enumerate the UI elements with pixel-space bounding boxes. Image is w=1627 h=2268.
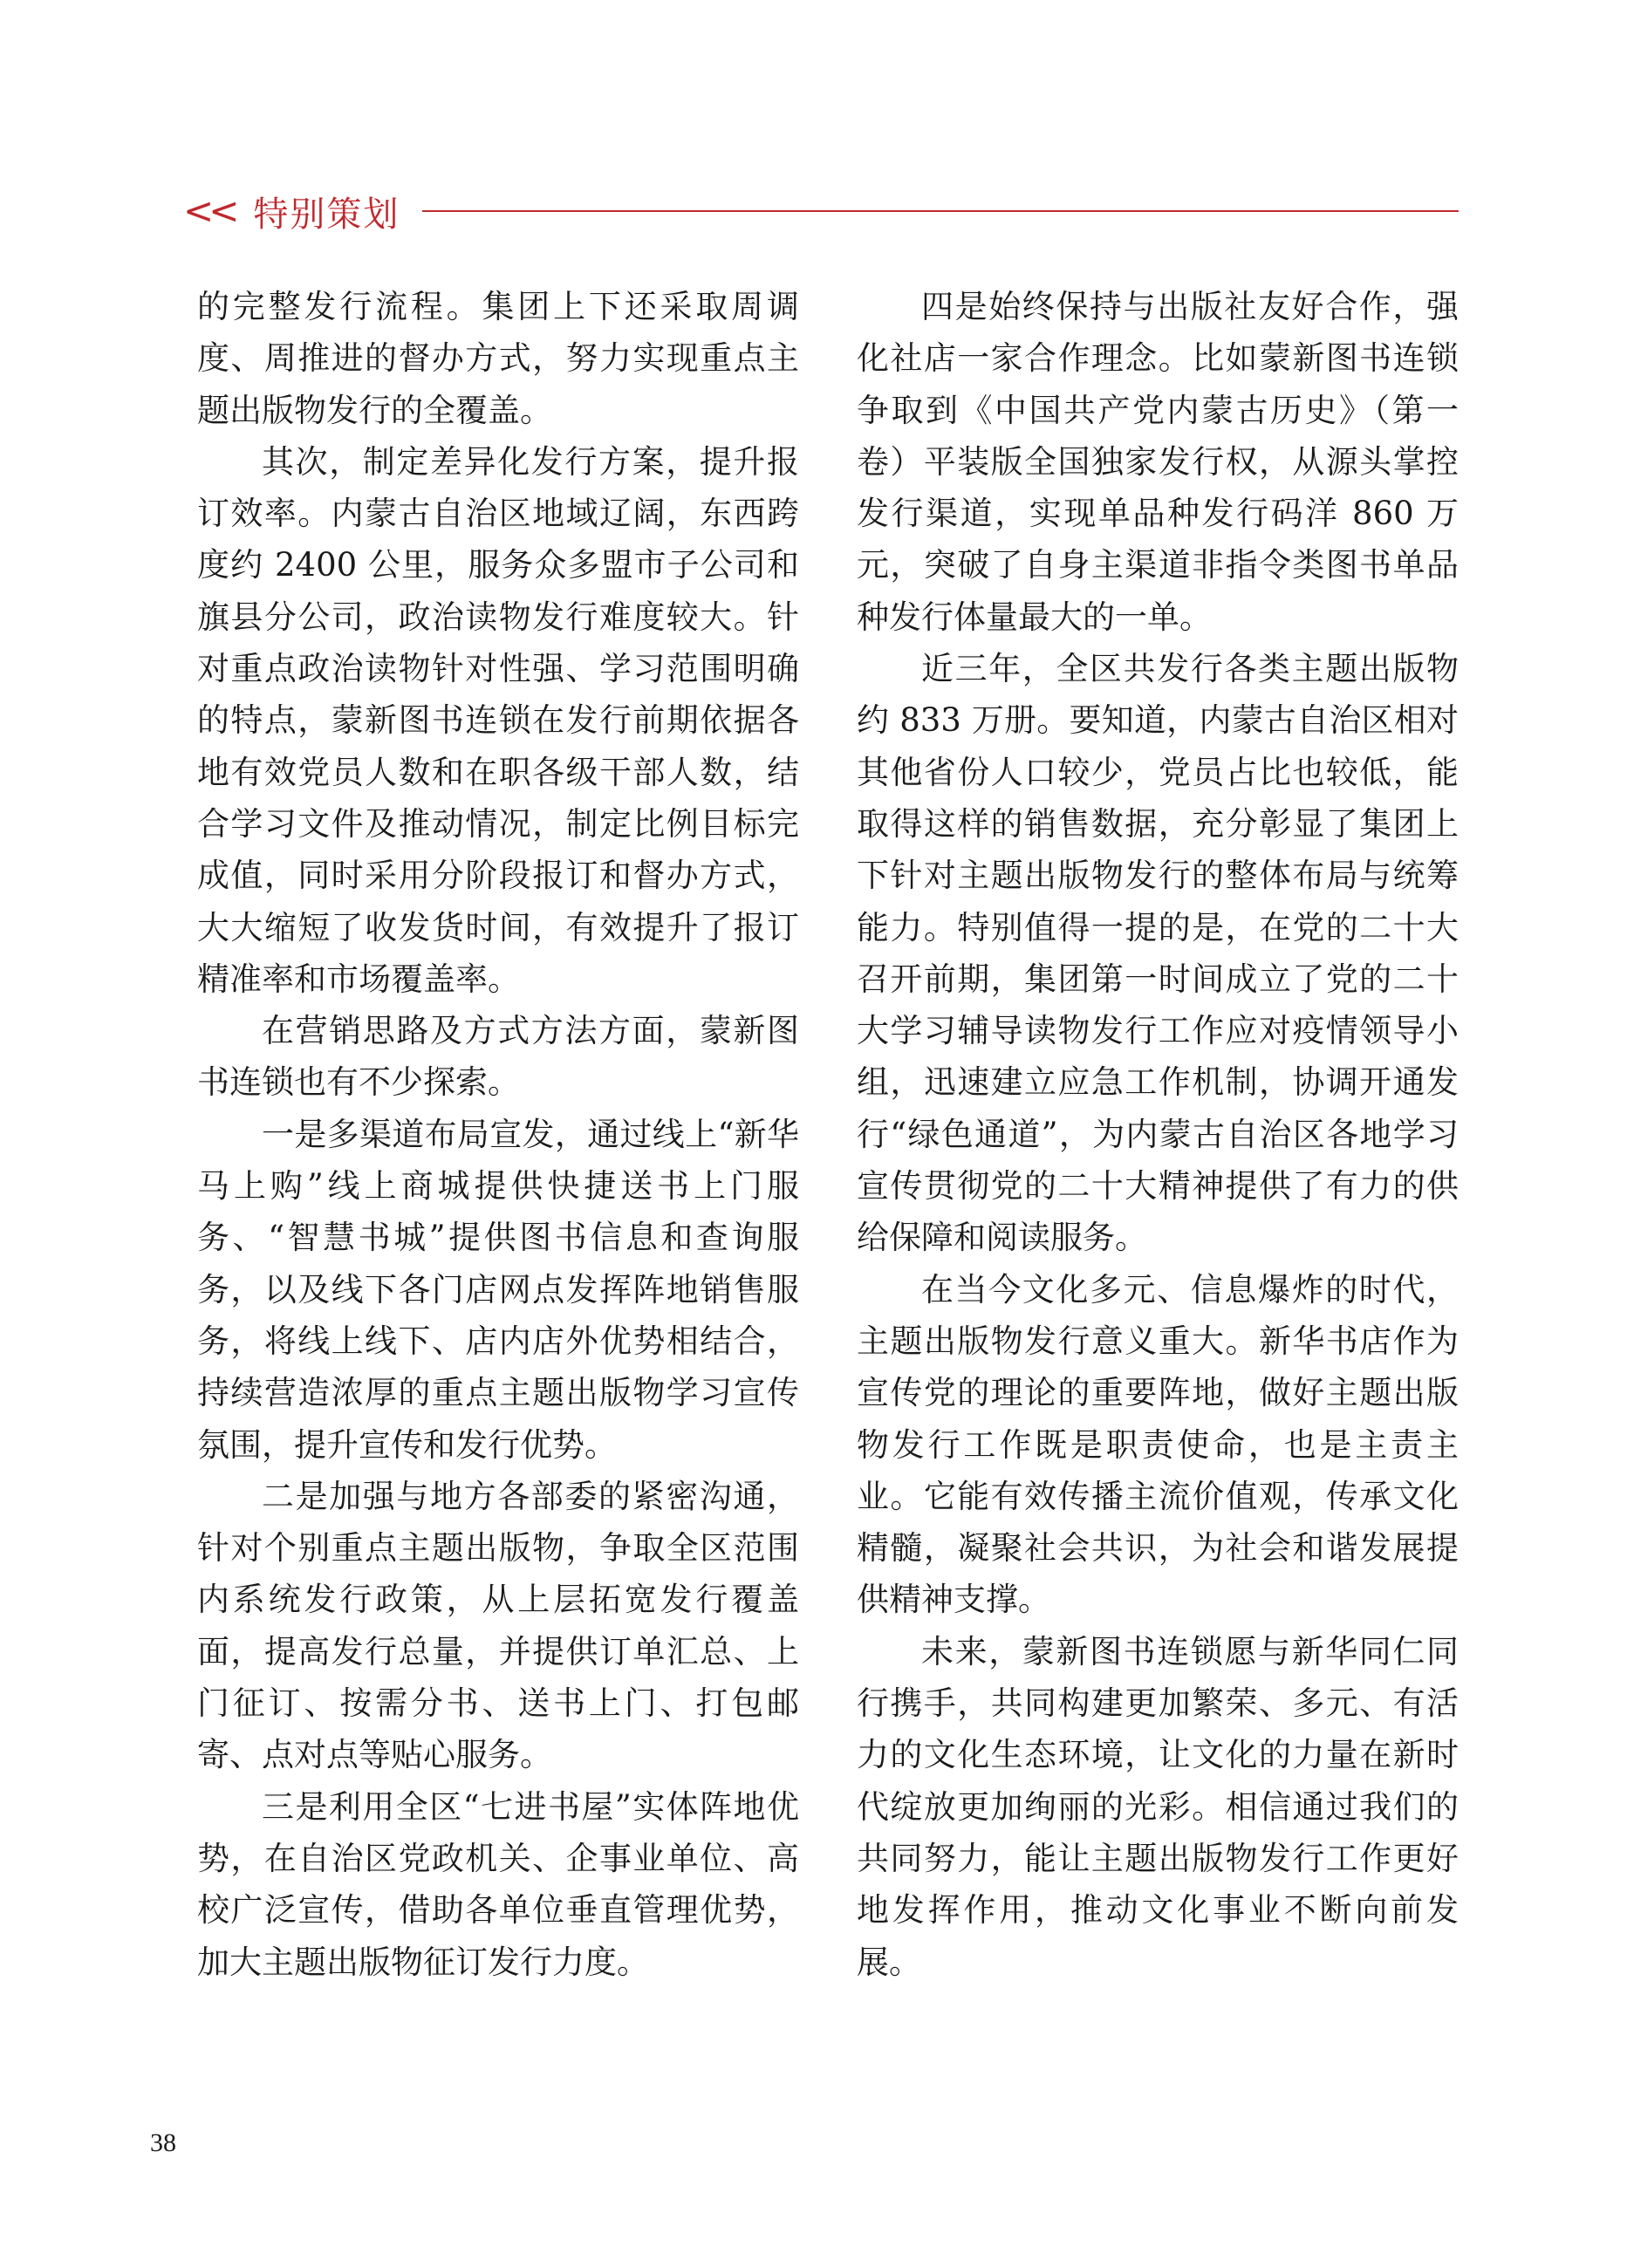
paragraph: 三是利用全区“七进书屋”实体阵地优势，在自治区党政机关、企事业单位、高校广泛宣传，借助各单位垂直管理优势，加大主题出版物征订发行力度。 xyxy=(197,1787,799,1981)
right-column xyxy=(857,281,1459,1988)
paragraph: 近三年，全区共发行各类主题出版物约 833 万册。要知道，内蒙古自治区相对其他省份人口较少，党员占比也较低，能取得这样的销售数据，充分彰显了集团上下针对主题出版物发行的整体布局与统筹能力。特别值得一提的是，在党的二十大召开前期，集团第一时间成立了党的二十大学习辅导读物发行工作应对疫情领导小组，迅速建立应急工作机制，协调开通发行“绿色通道”，为内蒙古自治区各地学习宣传贯彻党的二十大精神提供了有力的供给保障和阅读服务。 xyxy=(857,650,1459,1257)
paragraph: 其次，制定差异化发行方案，提升报订效率。内蒙古自治区地域辽阔，东西跨度约 2400 公里，服务众多盟市子公司和旗县分公司，政治读物发行难度较大。针对重点政治读物针对性强、学习范围明确的特点，蒙新图书连锁在发行前期依据各地有效党员人数和在职各级干部人数，结合学习文件及推动情况，制定比例目标完成值，同时采用分阶段报订和督办方式，大大缩短了收发货时间，有效提升了报订精准率和市场覆盖率。 xyxy=(197,442,799,998)
double-chevron-left-icon: << xyxy=(183,189,235,232)
paragraph: 在营销思路及方式方法方面，蒙新图书连锁也有不少探索。 xyxy=(197,1012,799,1102)
paragraph: 未来，蒙新图书连锁愿与新华同仁同行携手，共同构建更加繁荣、多元、有活力的文化生态环境，让文化的力量在新时代绽放更加绚丽的光彩。相信通过我们的共同努力，能让主题出版物发行工作更好地发挥作用，推动文化事业不断向前发展。 xyxy=(857,1632,1459,1981)
left-column xyxy=(197,281,799,1988)
page-number: 38 xyxy=(150,2128,176,2157)
paragraph: 二是加强与地方各部委的紧密沟通，针对个别重点主题出版物，争取全区范围内系统发行政策，从上层拓宽发行覆盖面，提高发行总量，并提供订单汇总、上门征订、按需分书、送书上门、打包邮寄、点对点等贴心服务。 xyxy=(197,1477,799,1774)
paragraph: 四是始终保持与出版社友好合作，强化社店一家合作理念。比如蒙新图书连锁争取到《中国共产党内蒙古历史》（第一卷）平装版全国独家发行权，从源头掌控发行渠道，实现单品种发行码洋 860 万元，突破了自身主渠道非指令类图书单品种发行体量最大的一单。 xyxy=(857,288,1459,636)
paragraph: 的完整发行流程。集团上下还采取周调度、周推进的督办方式，努力实现重点主题出版物发行的全覆盖。 xyxy=(197,288,799,429)
section-header xyxy=(183,185,1459,237)
section-title: 特别策划 xyxy=(253,194,400,235)
header-rule xyxy=(422,210,1459,212)
paragraph: 一是多渠道布局宣发，通过线上“新华马上购”线上商城提供快捷送书上门服务、“智慧书城”提供图书信息和查询服务，以及线下各门店网点发挥阵地销售服务，将线上线下、店内店外优势相结合，持续营造浓厚的重点主题出版物学习宣传氛围，提升宣传和发行优势。 xyxy=(197,1115,799,1464)
paragraph: 在当今文化多元、信息爆炸的时代，主题出版物发行意义重大。新华书店作为宣传党的理论的重要阵地，做好主题出版物发行工作既是职责使命，也是主责主业。它能有效传播主流价值观，传承文化精髓，凝聚社会共识，为社会和谐发展提供精神支撑。 xyxy=(857,1270,1459,1619)
